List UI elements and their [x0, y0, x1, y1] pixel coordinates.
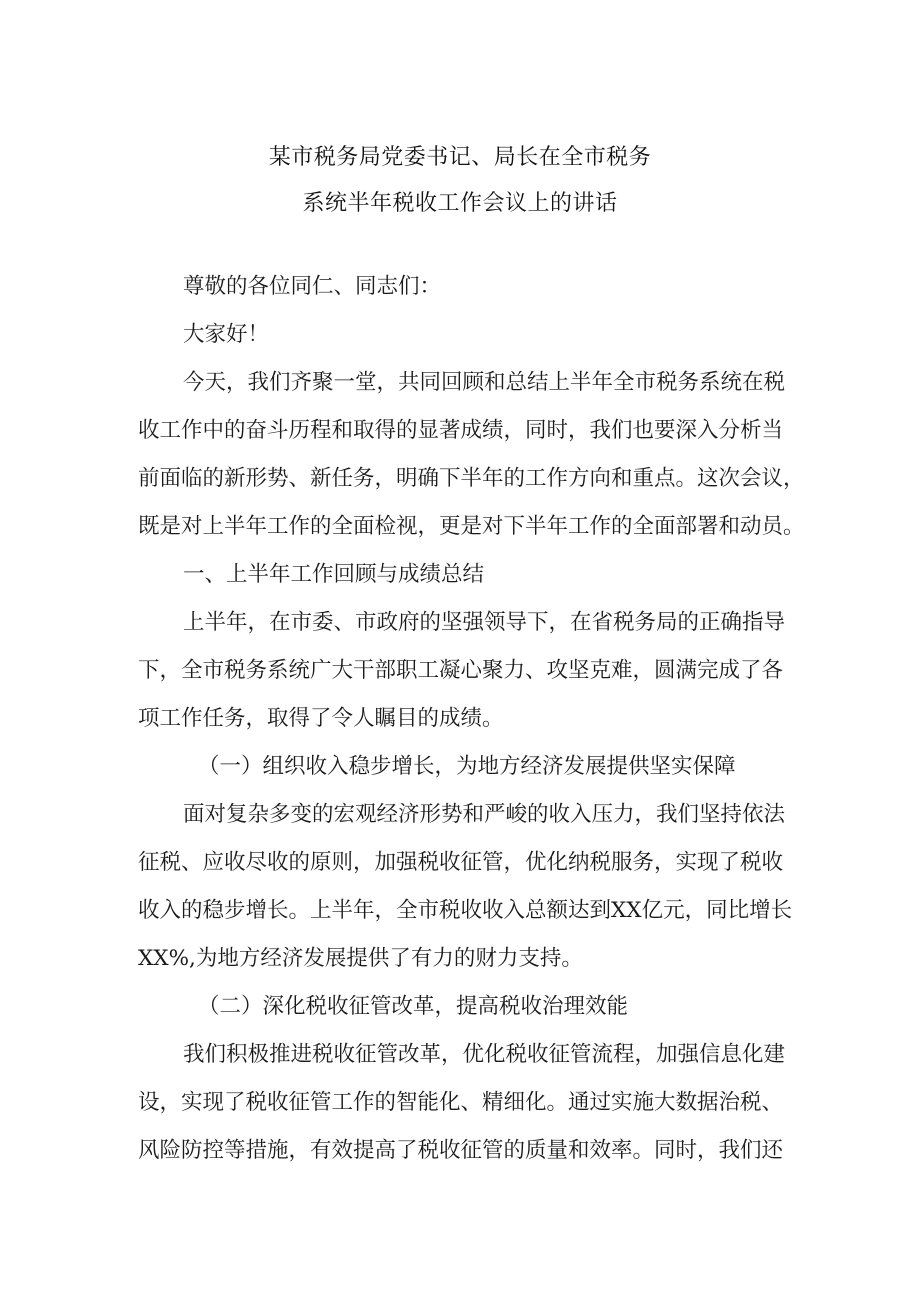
body-line: 面对复杂多变的宏观经济形势和严峻的收入压力，我们坚持依法 [183, 802, 786, 827]
greeting-line: 大家好！ [183, 322, 270, 347]
section-heading-1: 一、上半年工作回顾与成绩总结 [183, 562, 485, 587]
body-line: 项工作任务，取得了令人瞩目的成绩。 [138, 706, 504, 731]
body-line: 既是对上半年工作的全面检视，更是对下半年工作的全面部署和动员。 [138, 514, 805, 539]
subsection-heading-2: （二）深化税收征管改革，提高税收治理效能 [198, 994, 629, 1019]
subsection-heading-1: （一）组织收入稳步增长，为地方经济发展提供坚实保障 [198, 754, 736, 779]
body-line: 征税、应收尽收的原则，加强税收征管，优化纳税服务，实现了税收 [138, 850, 784, 875]
body-line: 我们积极推进税收征管改革，优化税收征管流程，加强信息化建 [183, 1042, 786, 1067]
body-line: XX%,为地方经济发展提供了有力的财力支持。 [138, 946, 583, 971]
body-line: 下，全市税务系统广大干部职工凝心聚力、攻坚克难，圆满完成了各 [138, 658, 784, 683]
body-line: 上半年，在市委、市政府的坚强领导下，在省税务局的正确指导 [183, 610, 786, 635]
body-line: 设，实现了税收征管工作的智能化、精细化。通过实施大数据治税、 [138, 1090, 784, 1115]
body-line: 收入的稳步增长。上半年，全市税收收入总额达到XX亿元，同比增长 [138, 898, 793, 923]
document-title-line-2: 系统半年税收工作会议上的讲话 [302, 191, 618, 216]
body-line: 风险防控等措施，有效提高了税收征管的质量和效率。同时，我们还 [138, 1138, 784, 1163]
document-title-line-1: 某市税务局党委书记、局长在全市税务 [268, 145, 652, 170]
salutation-line: 尊敬的各位同仁、同志们： [183, 274, 442, 299]
body-line: 今天，我们齐聚一堂，共同回顾和总结上半年全市税务系统在税 [183, 370, 786, 395]
body-line: 收工作中的奋斗历程和取得的显著成绩，同时，我们也要深入分析当 [138, 418, 784, 443]
body-line: 前面临的新形势、新任务，明确下半年的工作方向和重点。这次会议， [138, 466, 805, 491]
